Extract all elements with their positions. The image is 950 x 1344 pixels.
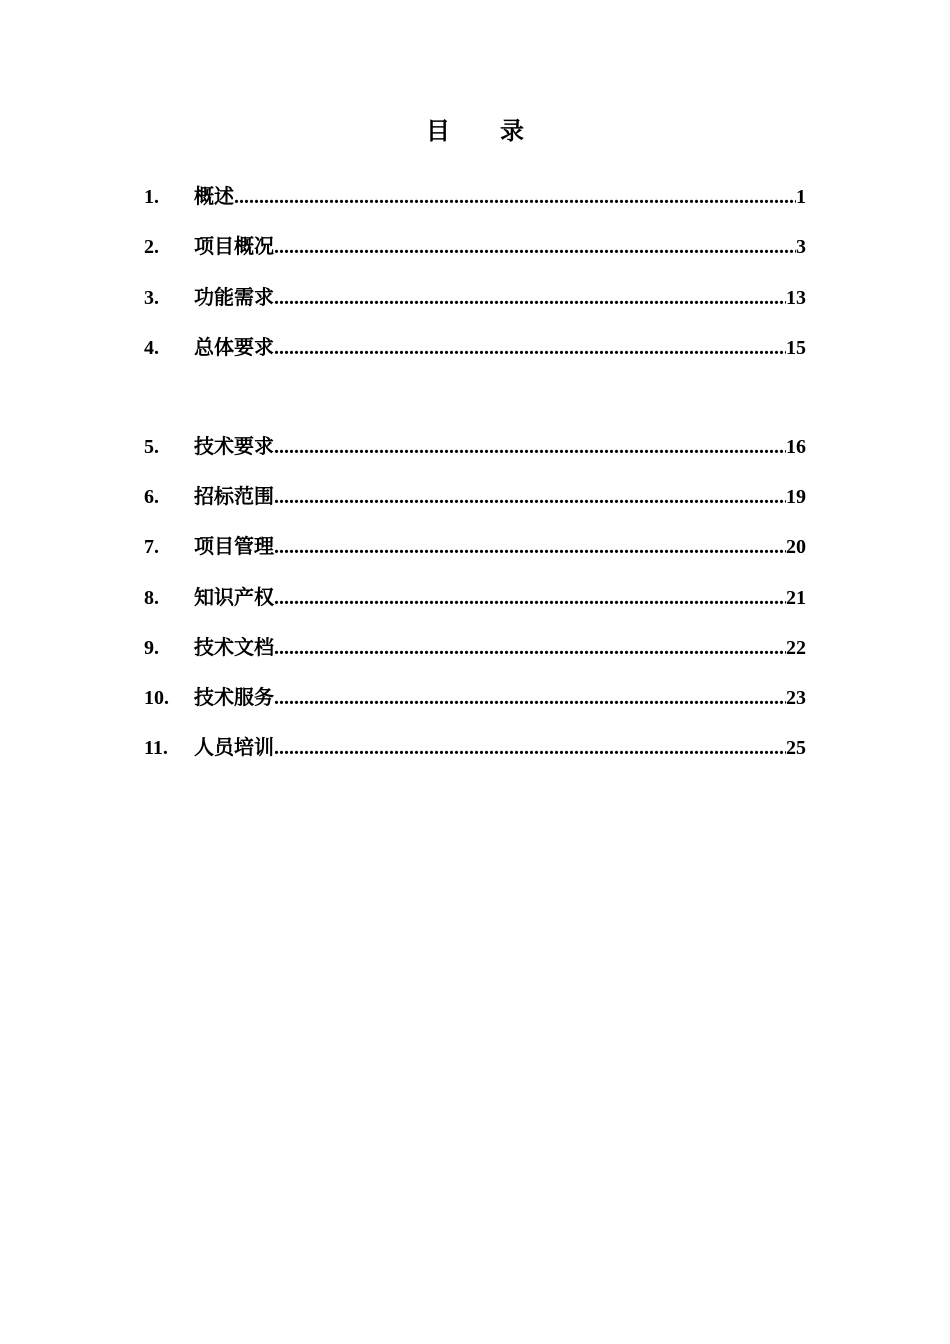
toc-entry-page: 1 — [796, 186, 806, 208]
toc-entry[interactable] — [144, 432, 806, 462]
toc-leader-dots — [274, 482, 786, 512]
toc-entry-page: 25 — [786, 737, 806, 759]
toc-leader-dots — [274, 432, 786, 462]
toc-entry-number: 9. — [144, 637, 159, 659]
toc-entry-title: 项目概况 — [194, 236, 274, 258]
toc-entry-page: 21 — [786, 587, 806, 609]
toc-entry-page: 20 — [786, 536, 806, 558]
toc-leader-dots — [274, 683, 786, 713]
toc-entry-page: 15 — [786, 337, 806, 359]
toc-entry[interactable] — [144, 532, 806, 562]
toc-entry-page: 23 — [786, 687, 806, 709]
toc-title-part1: 目 — [426, 119, 450, 145]
toc-title — [0, 114, 950, 150]
toc-entry-number: 7. — [144, 536, 159, 558]
toc-leader-dots — [274, 232, 796, 262]
toc-leader-dots — [274, 733, 786, 763]
toc-entry-title: 知识产权 — [194, 587, 274, 609]
toc-entry-number: 2. — [144, 236, 159, 258]
toc-entry-title: 概述 — [194, 186, 234, 208]
toc-entry[interactable] — [144, 482, 806, 512]
toc-entry-page: 3 — [796, 236, 806, 258]
toc-entry-number: 8. — [144, 587, 159, 609]
toc-entry[interactable] — [144, 583, 806, 613]
toc-leader-dots — [274, 583, 786, 613]
toc-entry-title: 技术要求 — [194, 436, 274, 458]
toc-entry[interactable] — [144, 733, 806, 763]
toc-entry[interactable] — [144, 683, 806, 713]
toc-entry-title: 项目管理 — [194, 536, 274, 558]
toc-entry-title: 人员培训 — [194, 737, 274, 759]
toc-entry-title: 功能需求 — [194, 287, 274, 309]
toc-entry[interactable] — [144, 333, 806, 363]
toc-entry-page: 19 — [786, 486, 806, 508]
toc-entry[interactable] — [144, 633, 806, 663]
toc-entry-number: 6. — [144, 486, 159, 508]
toc-entry-page: 16 — [786, 436, 806, 458]
toc-entry-page: 13 — [786, 287, 806, 309]
toc-entry-title: 技术文档 — [194, 637, 274, 659]
toc-entry[interactable] — [144, 283, 806, 313]
toc-entry-number: 11. — [144, 737, 168, 759]
toc-entry-number: 5. — [144, 436, 159, 458]
toc-leader-dots — [274, 532, 786, 562]
toc-entry-number: 10. — [144, 687, 169, 709]
toc-entry[interactable] — [144, 182, 806, 212]
toc-leader-dots — [234, 182, 796, 212]
toc-leader-dots — [274, 633, 786, 663]
toc-entry-page: 22 — [786, 637, 806, 659]
toc-leader-dots — [274, 333, 786, 363]
toc-leader-dots — [274, 283, 786, 313]
toc-entry-number: 4. — [144, 337, 159, 359]
toc-entry-title: 总体要求 — [194, 337, 274, 359]
toc-entry-number: 3. — [144, 287, 159, 309]
toc-title-part2: 录 — [500, 119, 524, 145]
toc-entry-title: 招标范围 — [194, 486, 274, 508]
toc-entry-number: 1. — [144, 186, 159, 208]
toc-entry[interactable] — [144, 232, 806, 262]
toc-entry-title: 技术服务 — [194, 687, 274, 709]
